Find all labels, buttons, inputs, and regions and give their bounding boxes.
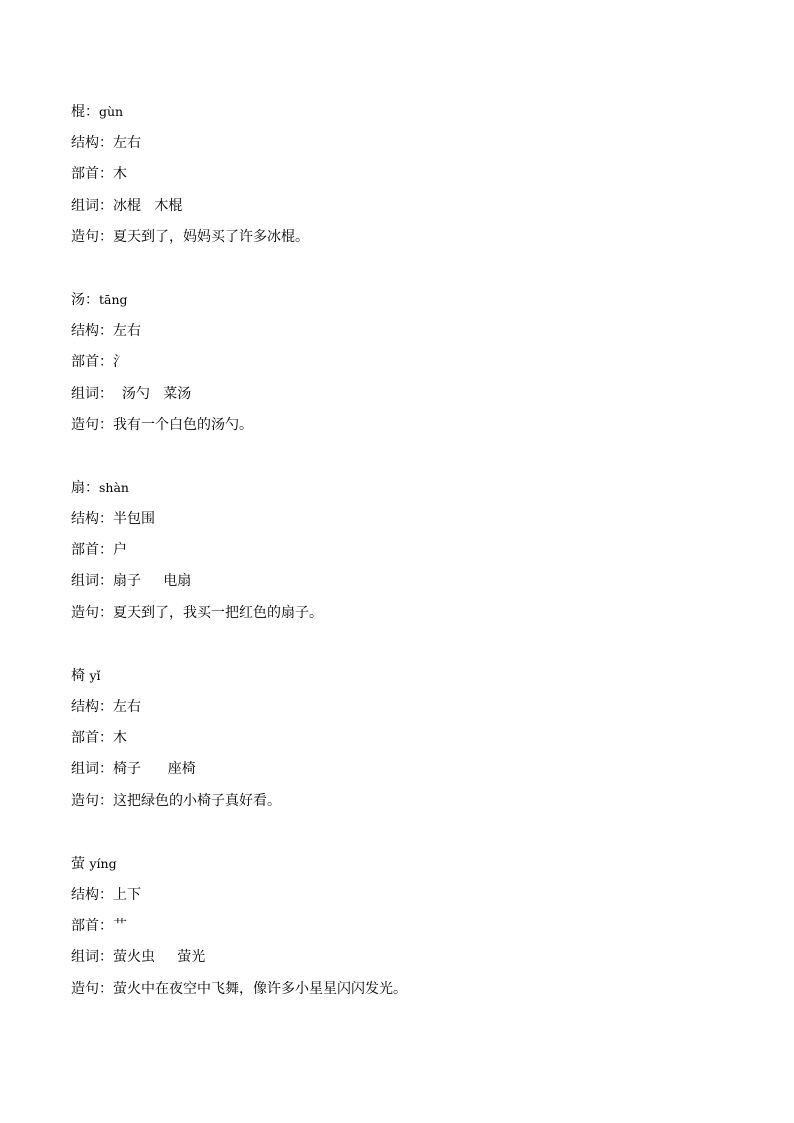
sentence-value: 夏天到了，妈妈买了许多冰棍。 [113, 228, 309, 245]
structure-value: 左右 [113, 135, 141, 152]
char-entry-shan [71, 477, 751, 633]
char-entry-gun [71, 101, 751, 257]
radical-label: 部首： [71, 542, 113, 559]
radical-line [71, 163, 751, 194]
sentence-line [71, 414, 751, 445]
structure-value: 左右 [113, 323, 141, 340]
sentence-value: 萤火中在夜空中飞舞，像许多小星星闪闪发光。 [113, 980, 407, 997]
words-line [71, 383, 751, 414]
radical-value: 木 [113, 166, 127, 183]
words-value: 萤火虫 萤光 [113, 949, 206, 966]
words-label: 组词： [71, 197, 113, 214]
radical-label: 部首： [71, 730, 113, 747]
sentence-value: 我有一个白色的汤勺。 [113, 416, 253, 433]
structure-line [71, 884, 751, 915]
radical-label: 部首： [71, 354, 113, 371]
char-heading [71, 665, 751, 696]
words-value: 冰棍 木棍 [113, 197, 183, 214]
character: 棍 [71, 104, 85, 120]
char-entry-ying [71, 853, 751, 1009]
radical-value: 艹 [113, 918, 127, 935]
sentence-label: 造句： [71, 416, 113, 433]
structure-label: 结构： [71, 886, 113, 903]
radical-line [71, 915, 751, 946]
pinyin: yǐ [89, 667, 101, 683]
words-line [71, 758, 751, 789]
structure-label: 结构： [71, 699, 113, 715]
words-label: 组词： [71, 949, 113, 966]
radical-line [71, 727, 751, 758]
radical-line [71, 539, 751, 570]
document-page [71, 101, 751, 1041]
words-value: 椅子 座椅 [113, 761, 196, 778]
radical-value: 户 [113, 542, 127, 559]
words-label: 组词： [71, 761, 113, 778]
structure-value: 上下 [113, 886, 141, 903]
structure-line [71, 508, 751, 539]
structure-line [71, 320, 751, 351]
sentence-line [71, 226, 751, 257]
separator: ： [85, 291, 99, 308]
sentence-label: 造句： [71, 980, 113, 997]
character: 汤 [71, 291, 85, 308]
char-heading [71, 101, 751, 132]
sentence-value: 夏天到了，我买一把红色的扇子。 [113, 604, 323, 621]
structure-value: 半包围 [113, 511, 155, 528]
pinyin: gùn [99, 104, 124, 119]
structure-line [71, 696, 751, 727]
char-heading [71, 289, 751, 320]
sentence-label: 造句： [71, 228, 113, 245]
structure-line [71, 132, 751, 163]
radical-label: 部首： [71, 918, 113, 935]
radical-value: 氵 [113, 354, 127, 371]
char-heading [71, 477, 751, 508]
char-heading [71, 853, 751, 884]
words-line [71, 570, 751, 601]
radical-value: 木 [113, 730, 127, 747]
sentence-label: 造句： [71, 792, 113, 809]
pinyin: shàn [99, 479, 129, 495]
separator: ： [85, 479, 99, 496]
character: 扇 [71, 479, 85, 496]
words-line [71, 195, 751, 226]
words-line [71, 946, 751, 977]
sentence-value: 这把绿色的小椅子真好看。 [113, 792, 281, 809]
character: 萤 [71, 855, 85, 872]
structure-label: 结构： [71, 135, 113, 152]
words-value: 扇子 电扇 [113, 573, 192, 590]
char-entry-yi [71, 665, 751, 821]
sentence-label: 造句： [71, 604, 113, 621]
pinyin: yíng [89, 855, 117, 871]
separator: ： [85, 104, 99, 120]
sentence-line [71, 790, 751, 821]
sentence-line [71, 602, 751, 633]
structure-label: 结构： [71, 511, 113, 528]
words-value: 汤勺 菜汤 [113, 385, 192, 402]
sentence-line [71, 978, 751, 1009]
char-entry-tang [71, 289, 751, 445]
radical-line [71, 351, 751, 382]
words-label: 组词： [71, 385, 113, 402]
character: 椅 [71, 667, 85, 684]
structure-label: 结构： [71, 323, 113, 340]
radical-label: 部首： [71, 166, 113, 183]
words-label: 组词： [71, 573, 113, 590]
structure-value: 左右 [113, 699, 141, 715]
pinyin: tāng [99, 291, 128, 307]
